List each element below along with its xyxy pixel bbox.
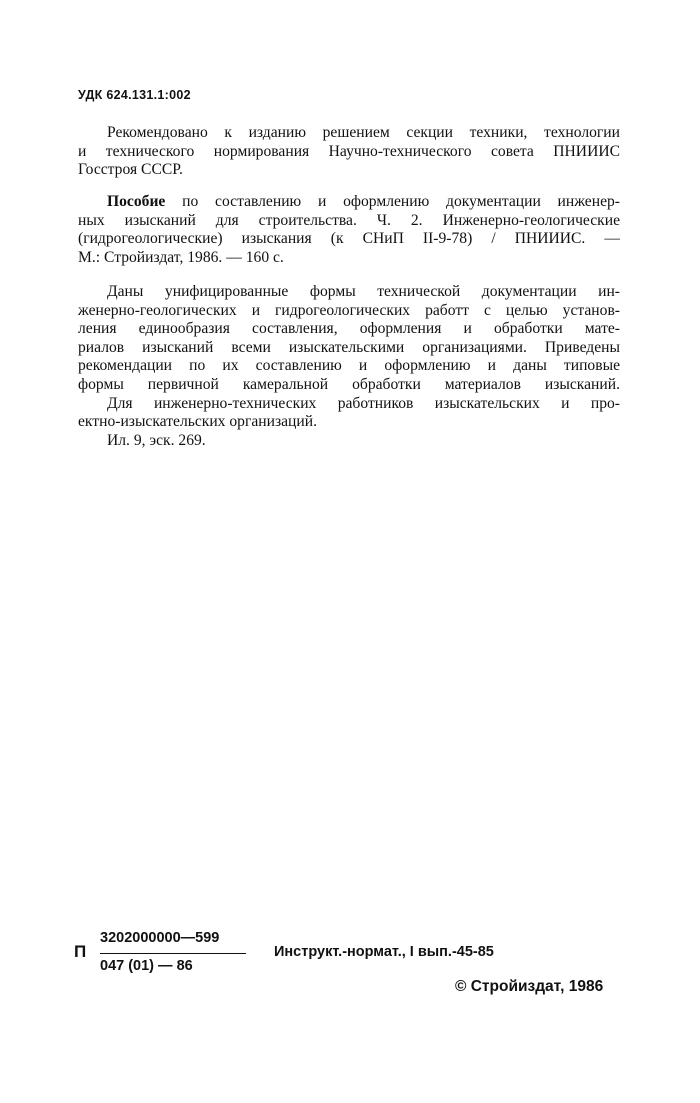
annotation-line: ных изысканий для строительства. Ч. 2. Инженерно-геологические bbox=[78, 211, 620, 229]
fraction-denominator: 047 (01) — 86 bbox=[100, 958, 193, 974]
udk-code: УДК 624.131.1:002 bbox=[78, 88, 191, 102]
recommendation-paragraph bbox=[78, 124, 620, 180]
imprint-fraction bbox=[100, 930, 246, 978]
abstract-paragraph bbox=[78, 283, 620, 450]
abstract-line: Ил. 9, эск. 269. bbox=[107, 431, 206, 449]
abstract-line: ектно-изыскательских организаций. bbox=[78, 413, 317, 431]
fraction-numerator: 3202000000—599 bbox=[100, 930, 220, 946]
copyright-notice: © Стройиздат, 1986 bbox=[455, 978, 604, 995]
annotation-line-rest: по составлению и оформлению документации инженер- bbox=[165, 193, 620, 210]
abstract-line: ления единообразия составления, оформления и обработки мате- bbox=[78, 320, 620, 338]
imprint-instruction: Инструкт.-нормат., I вып.-45-85 bbox=[274, 944, 494, 960]
abstract-line: риалов изысканий всеми изыскательскими организациями. Приведены bbox=[78, 338, 620, 356]
abstract-line: формы первичной камеральной обработки материалов изысканий. bbox=[78, 375, 620, 393]
bibliographic-annotation bbox=[78, 193, 620, 267]
recommendation-line: Рекомендовано к изданию решением секции техники, технологии bbox=[107, 124, 620, 141]
annotation-line bbox=[78, 193, 620, 212]
fraction-bar bbox=[100, 953, 246, 954]
annotation-title: Пособие bbox=[107, 193, 166, 210]
abstract-line: Для инженерно-технических работников изыскательских и про- bbox=[107, 394, 620, 412]
imprint-letter: П bbox=[74, 942, 87, 961]
annotation-line: М.: Стройиздат, 1986. — 160 с. bbox=[78, 248, 284, 266]
annotation-line: (гидрогеологические) изыскания (к СНиП II-9-78) / ПНИИИС. — bbox=[78, 230, 620, 248]
recommendation-line: и технического нормирования Научно-технического совета ПНИИИС bbox=[78, 142, 620, 160]
recommendation-line: Госстроя СССР. bbox=[78, 161, 183, 179]
abstract-line: женерно-геологических и гидрогеологических работт с целью установ- bbox=[78, 301, 620, 319]
abstract-line: Даны унифицированные формы технической документации ин- bbox=[107, 283, 620, 300]
abstract-line: рекомендации по их составлению и оформлению и даны типовые bbox=[78, 357, 620, 375]
